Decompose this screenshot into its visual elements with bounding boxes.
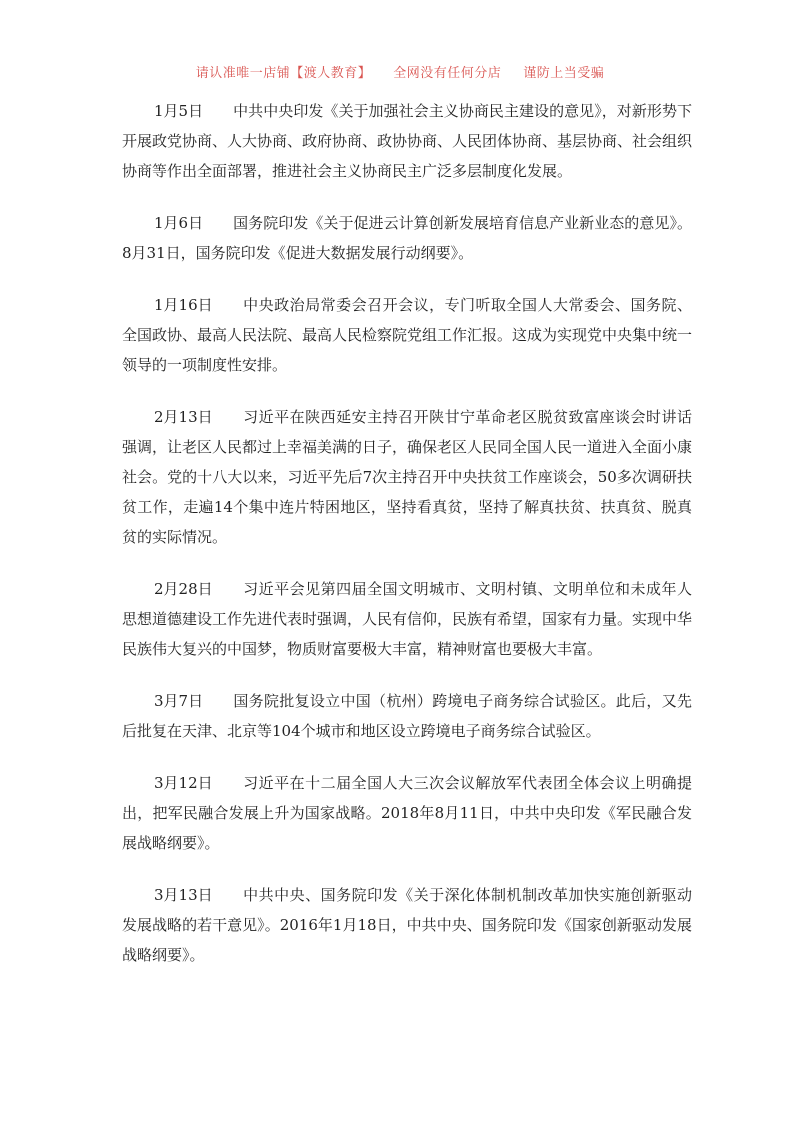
entry-date: 3月13日	[154, 886, 213, 904]
entry-text: 习近平在陕西延安主持召开陕甘宁革命老区脱贫致富座谈会时讲话强调，让老区人民都过上幸福美满的日子，确保老区人民同全国人民一道进入全面小康社会。党的十八大以来，习近平先后7次主持召开中央扶贫工作座谈会，50多次调研扶贫工作，走遍14个集中连片特困地区，坚持看真贫，坚持了解真扶贫、扶真贫、脱真贫的实际情况。	[122, 408, 693, 546]
timeline-entry	[122, 574, 692, 664]
shop-notice-text-3: 谨防上当受骗	[523, 66, 605, 81]
entry-text: 国务院印发《关于促进云计算创新发展培育信息产业新业态的意见》。8月31日，国务院印发《促进大数据发展行动纲要》。	[122, 214, 692, 262]
entry-text: 中共中央印发《关于加强社会主义协商民主建设的意见》，对新形势下开展政党协商、人大协商、政府协商、政协协商、人民团体协商、基层协商、社会组织协商等作出全面部署，推进社会主义协商民主广泛多层制度化发展。	[122, 102, 693, 180]
shop-notice-text-1: 请认准唯一店铺【渡人教育】	[195, 66, 372, 81]
entry-date: 1月5日	[154, 102, 204, 120]
timeline-entry	[122, 208, 692, 268]
shop-notice-text-2: 全网没有任何分店	[393, 66, 502, 81]
entry-date: 2月28日	[154, 580, 213, 598]
entry-text: 中央政治局常委会召开会议，专门听取全国人大常委会、国务院、全国政协、最高人民法院、最高人民检察院党组工作汇报。这成为实现党中央集中统一领导的一项制度性安排。	[122, 296, 693, 374]
timeline-entry	[122, 880, 692, 970]
document-body	[122, 96, 692, 992]
entry-text: 习近平会见第四届全国文明城市、文明村镇、文明单位和未成年人思想道德建设工作先进代表时强调，人民有信仰，民族有希望，国家有力量。实现中华民族伟大复兴的中国梦，物质财富要极大丰富，精神财富也要极大丰富。	[122, 580, 693, 658]
timeline-entry	[122, 402, 692, 552]
timeline-entry	[122, 96, 692, 186]
entry-date: 1月16日	[154, 296, 213, 314]
shop-notice-banner	[0, 62, 800, 81]
entry-date: 1月6日	[154, 214, 204, 232]
entry-date: 3月7日	[154, 692, 204, 710]
entry-text: 习近平在十二届全国人大三次会议解放军代表团全体会议上明确提出，把军民融合发展上升为国家战略。2018年8月11日，中共中央印发《军民融合发展战略纲要》。	[122, 774, 692, 852]
entry-date: 2月13日	[154, 408, 213, 426]
timeline-entry	[122, 290, 692, 380]
timeline-entry	[122, 686, 692, 746]
timeline-entry	[122, 768, 692, 858]
entry-text: 中共中央、国务院印发《关于深化体制机制改革加快实施创新驱动发展战略的若干意见》。2016年1月18日，中共中央、国务院印发《国家创新驱动发展战略纲要》。	[122, 886, 692, 964]
entry-text: 国务院批复设立中国（杭州）跨境电子商务综合试验区。此后，又先后批复在天津、北京等104个城市和地区设立跨境电子商务综合试验区。	[122, 692, 692, 740]
entry-date: 3月12日	[154, 774, 213, 792]
